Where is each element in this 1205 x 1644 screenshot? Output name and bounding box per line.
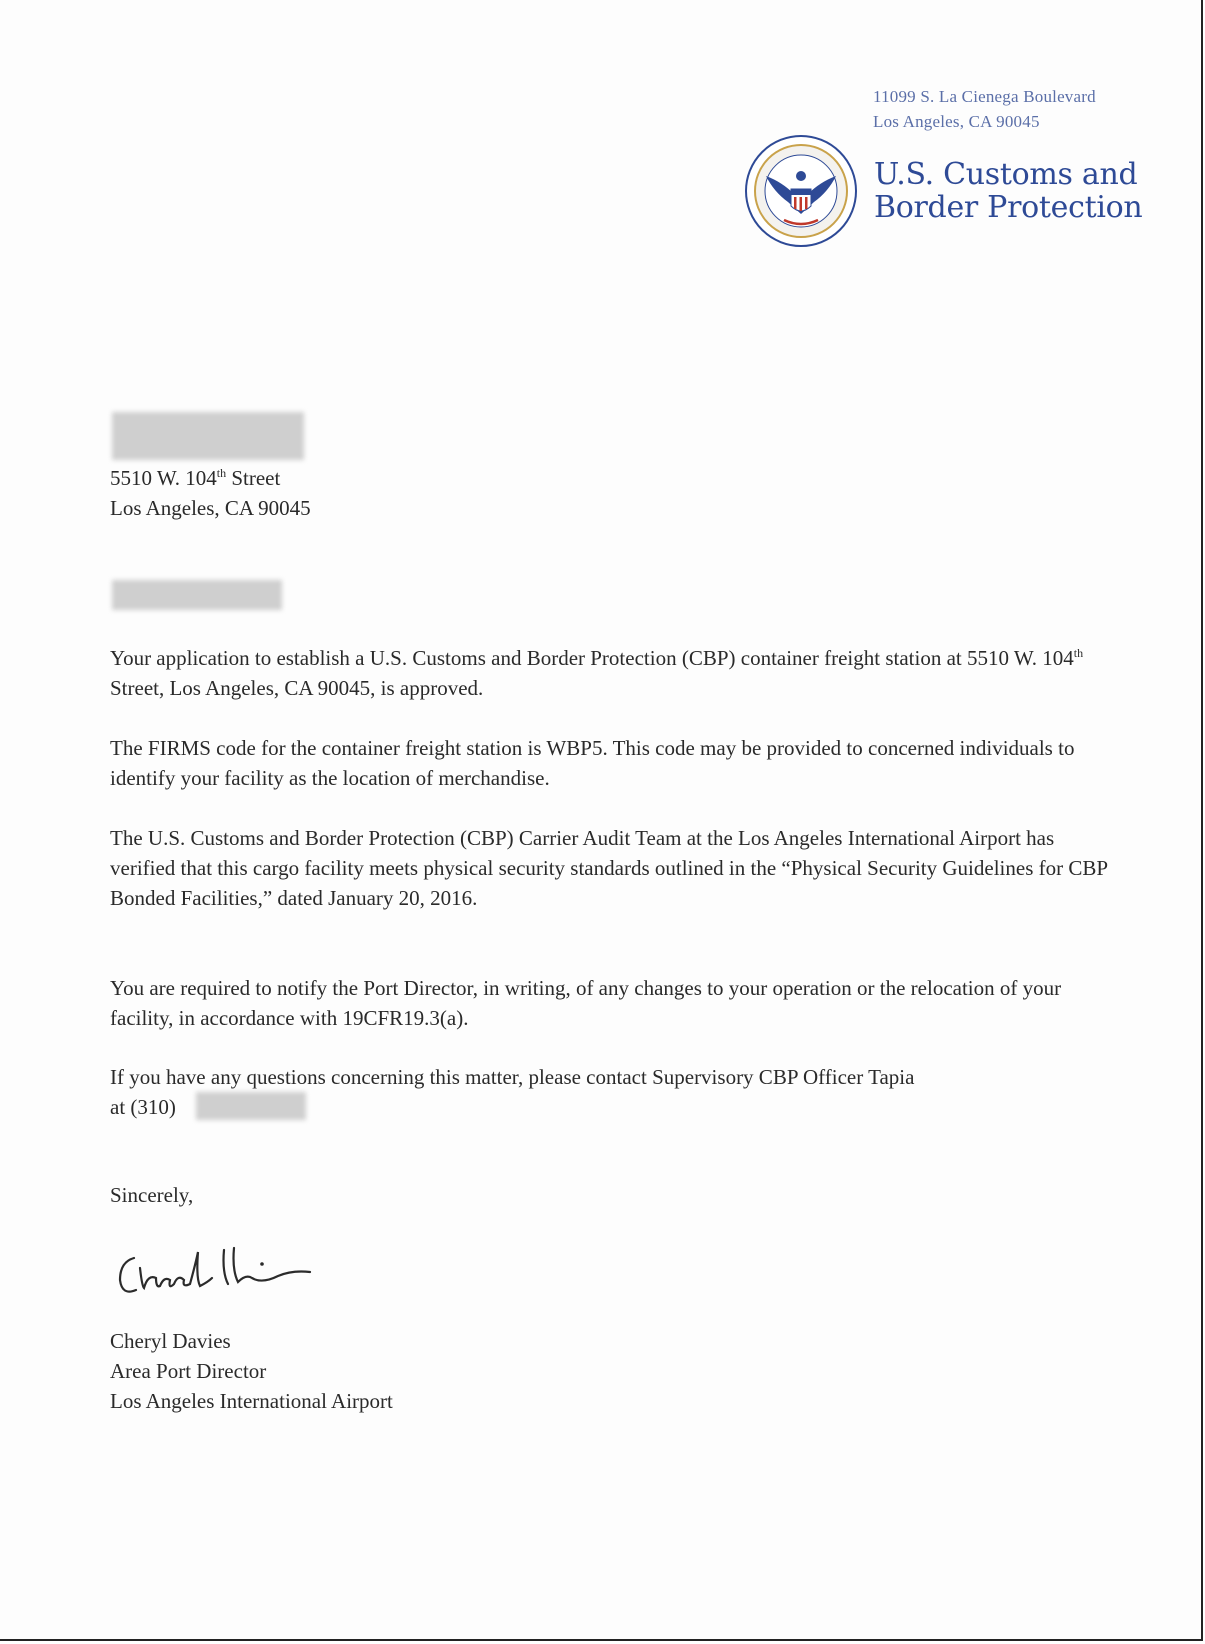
letterhead-address-line2: Los Angeles, CA 90045 bbox=[873, 112, 1040, 131]
body-paragraph-contact: If you have any questions concerning this matter, please contact Supervisory CBP Officer Tapia at (310) bbox=[110, 1065, 915, 1119]
redacted-salutation bbox=[112, 580, 282, 610]
letterhead-address bbox=[873, 84, 1096, 134]
signer-block bbox=[110, 1326, 393, 1416]
body-paragraph-firms-code: The FIRMS code for the container freight station is WBP5. This code may be provided to concerned individuals to identify your facility as the location of merchandise. bbox=[110, 736, 1075, 790]
redacted-phone-number bbox=[196, 1092, 306, 1120]
letterhead-address-line1: 11099 S. La Cienega Boulevard bbox=[873, 87, 1096, 106]
recipient-city: Los Angeles, CA 90045 bbox=[110, 496, 311, 520]
closing-salutation: Sincerely, bbox=[110, 1183, 194, 1207]
body-paragraph-audit: The U.S. Customs and Border Protection (CBP) Carrier Audit Team at the Los Angeles International Airport has verified that this cargo facility meets physical security standards outlined in the “Physical Security Guidelines for CBP Bonded Facilities,” dated January 20, 2016. bbox=[110, 826, 1108, 910]
recipient-street: 5510 W. 104th Street bbox=[110, 466, 281, 490]
handwritten-signature bbox=[112, 1238, 332, 1308]
signer-name: Cheryl Davies bbox=[110, 1329, 231, 1353]
agency-name bbox=[874, 158, 1142, 224]
cbp-seal-icon bbox=[744, 134, 858, 248]
signer-title: Area Port Director bbox=[110, 1359, 267, 1383]
agency-name-line1: U.S. Customs and bbox=[874, 157, 1138, 192]
agency-name-line2: Border Protection bbox=[874, 190, 1143, 225]
body-paragraph-approval: Your application to establish a U.S. Customs and Border Protection (CBP) container freight station at 5510 W. 104th Street, Los Angeles, CA 90045, is approved. bbox=[110, 646, 1084, 700]
redacted-recipient-name bbox=[112, 412, 304, 460]
recipient-address bbox=[110, 463, 311, 523]
body-paragraph-notify: You are required to notify the Port Director, in writing, of any changes to your operation or the relocation of your facility, in accordance with 19CFR19.3(a). bbox=[110, 976, 1062, 1030]
signer-org: Los Angeles International Airport bbox=[110, 1389, 393, 1413]
